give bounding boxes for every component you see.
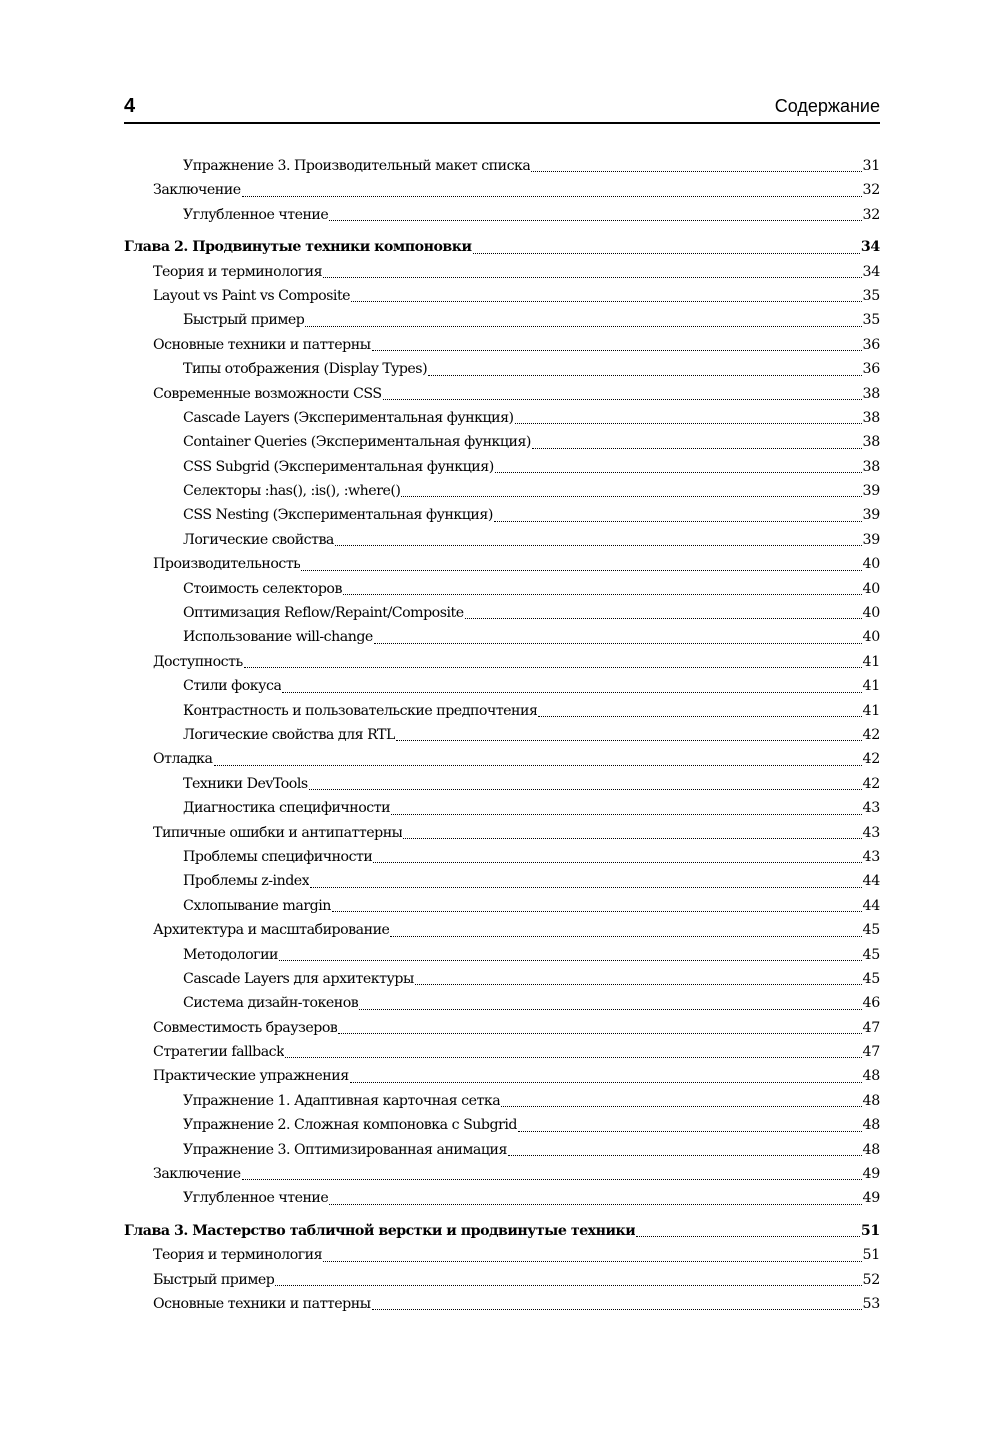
toc-dot-leader xyxy=(508,1154,862,1156)
toc-entry-title: Производительность xyxy=(153,556,301,573)
toc-entry-page-number: 44 xyxy=(862,897,880,914)
toc-dot-leader xyxy=(282,691,861,693)
toc-entry-title: Cascade Layers для архитектуры xyxy=(183,970,414,987)
toc-entry-title: Методологии xyxy=(183,946,278,963)
toc-entry-title: Упражнение 1. Адаптивная карточная сетка xyxy=(183,1092,501,1109)
toc-subsection-entry xyxy=(124,577,880,601)
toc-entry-title: Система дизайн-токенов xyxy=(183,995,359,1012)
toc-entry-page-number: 39 xyxy=(862,531,880,548)
toc-entry-page-number: 36 xyxy=(862,336,880,353)
toc-section-entry xyxy=(124,1040,880,1064)
toc-entry-title: Диагностика специфичности xyxy=(183,800,391,817)
toc-entry-title: Схлопывание margin xyxy=(183,897,331,914)
toc-entry-title: Оптимизация Reflow/Repaint/Composite xyxy=(183,605,464,622)
toc-entry-page-number: 32 xyxy=(862,206,880,223)
toc-entry-title: Логические свойства xyxy=(183,531,334,548)
toc-subsection-entry xyxy=(124,357,880,381)
toc-entry-page-number: 48 xyxy=(862,1068,880,1085)
toc-dot-leader xyxy=(329,1203,861,1205)
toc-entry-page-number: 38 xyxy=(862,385,880,402)
toc-dot-leader xyxy=(401,495,861,497)
toc-entry-title: Глава 2. Продвинутые техники компоновки xyxy=(124,239,472,256)
toc-subsection-entry xyxy=(124,845,880,869)
toc-dot-leader xyxy=(329,219,861,221)
toc-entry-title: Углубленное чтение xyxy=(183,1190,329,1207)
toc-entry-title: Стоимость селекторов xyxy=(183,580,342,597)
toc-subsection-entry xyxy=(124,869,880,893)
toc-entry-title: CSS Subgrid (Экспериментальная функция) xyxy=(183,458,494,475)
toc-dot-leader xyxy=(390,935,861,937)
toc-subsection-entry xyxy=(124,154,880,178)
toc-section-entry xyxy=(124,1292,880,1316)
toc-entry-page-number: 52 xyxy=(862,1271,880,1288)
toc-entry-title: Заключение xyxy=(153,182,241,199)
toc-entry-title: Архитектура и масштабирование xyxy=(153,922,390,939)
page-number: 4 xyxy=(124,95,136,117)
toc-dot-leader xyxy=(473,252,860,254)
toc-dot-leader xyxy=(495,471,862,473)
toc-dot-leader xyxy=(494,520,862,522)
toc-subsection-entry xyxy=(124,528,880,552)
toc-entry-title: Основные техники и паттерны xyxy=(153,1295,371,1312)
toc-entry-page-number: 39 xyxy=(862,507,880,524)
toc-entry-page-number: 51 xyxy=(860,1222,880,1239)
toc-entry-title: Контрастность и пользовательские предпочтения xyxy=(183,702,538,719)
toc-entry-title: Современные возможности CSS xyxy=(153,385,382,402)
toc-entry-title: Углубленное чтение xyxy=(183,206,329,223)
toc-entry-title: Техники DevTools xyxy=(183,775,308,792)
toc-subsection-entry xyxy=(124,308,880,332)
toc-entry-page-number: 49 xyxy=(862,1190,880,1207)
toc-section-entry xyxy=(124,1243,880,1267)
toc-entry-page-number: 40 xyxy=(862,605,880,622)
toc-dot-leader xyxy=(391,813,862,815)
toc-dot-leader xyxy=(323,1260,861,1262)
toc-dot-leader xyxy=(383,398,862,400)
toc-subsection-entry xyxy=(124,674,880,698)
toc-entry-title: Логические свойства для RTL xyxy=(183,726,395,743)
toc-subsection-entry xyxy=(124,1186,880,1210)
toc-dot-leader xyxy=(323,276,861,278)
toc-subsection-entry xyxy=(124,1089,880,1113)
toc-entry-title: Основные техники и паттерны xyxy=(153,336,371,353)
running-head: Содержание xyxy=(774,96,880,116)
toc-dot-leader xyxy=(359,1008,861,1010)
toc-entry-title: Заключение xyxy=(153,1166,241,1183)
toc-dot-leader xyxy=(275,1284,861,1286)
toc-subsection-entry xyxy=(124,479,880,503)
toc-entry-title: Стратегии fallback xyxy=(153,1044,285,1061)
toc-entry-page-number: 42 xyxy=(862,775,880,792)
toc-subsection-entry xyxy=(124,406,880,430)
toc-subsection-entry xyxy=(124,430,880,454)
toc-dot-leader xyxy=(374,642,862,644)
toc-entry-page-number: 31 xyxy=(862,158,880,174)
toc-dot-leader xyxy=(403,837,861,839)
toc-section-entry xyxy=(124,260,880,284)
toc-entry-page-number: 36 xyxy=(862,361,880,378)
toc-entry-title: Быстрый пример xyxy=(153,1271,275,1288)
toc-entry-title: Глава 3. Мастерство табличной верстки и продвинутые техники xyxy=(124,1222,636,1239)
toc-entry-title: Практические упражнения xyxy=(153,1068,349,1085)
toc-dot-leader xyxy=(428,374,861,376)
toc-dot-leader xyxy=(501,1105,861,1107)
toc-subsection-entry xyxy=(124,625,880,649)
toc-section-entry xyxy=(124,1016,880,1040)
toc-section-entry xyxy=(124,1162,880,1186)
toc-entry-page-number: 40 xyxy=(862,556,880,573)
toc-entry-page-number: 42 xyxy=(862,751,880,768)
toc-subsection-entry xyxy=(124,991,880,1015)
toc-subsection-entry xyxy=(124,1138,880,1162)
toc-entry-title: Упражнение 2. Сложная компоновка с Subgrid xyxy=(183,1117,517,1134)
toc-dot-leader xyxy=(305,325,861,327)
toc-entry-page-number: 43 xyxy=(862,800,880,817)
toc-entry-title: CSS Nesting (Экспериментальная функция) xyxy=(183,507,493,524)
toc-subsection-entry xyxy=(124,455,880,479)
toc-entry-page-number: 38 xyxy=(862,434,880,451)
toc-dot-leader xyxy=(214,764,862,766)
toc-section-entry xyxy=(124,650,880,674)
toc-dot-leader xyxy=(301,569,861,571)
toc-entry-title: Использование will-change xyxy=(183,629,373,646)
toc-section-entry xyxy=(124,178,880,202)
toc-dot-leader xyxy=(338,1032,861,1034)
toc-subsection-entry xyxy=(124,943,880,967)
toc-entry-page-number: 38 xyxy=(862,458,880,475)
toc-entry-title: Стили фокуса xyxy=(183,678,282,695)
toc-entry-title: Теория и терминология xyxy=(153,263,323,280)
toc-subsection-entry xyxy=(124,723,880,747)
toc-entry-page-number: 43 xyxy=(862,848,880,865)
toc-entry-title: Быстрый пример xyxy=(183,312,305,329)
toc-entry-page-number: 45 xyxy=(862,922,880,939)
table-of-contents xyxy=(124,154,880,1316)
toc-entry-title: Типы отображения (Display Types) xyxy=(183,361,428,378)
toc-entry-title: Проблемы специфичности xyxy=(183,848,373,865)
toc-dot-leader xyxy=(351,300,862,302)
toc-section-entry xyxy=(124,1268,880,1292)
toc-dot-leader xyxy=(244,666,862,668)
toc-section-entry xyxy=(124,918,880,942)
toc-entry-title: Упражнение 3. Оптимизированная анимация xyxy=(183,1141,507,1158)
toc-entry-page-number: 45 xyxy=(862,970,880,987)
toc-entry-page-number: 35 xyxy=(862,312,880,329)
toc-subsection-entry xyxy=(124,203,880,227)
toc-entry-title: Совместимость браузеров xyxy=(153,1019,338,1036)
toc-entry-page-number: 48 xyxy=(862,1092,880,1109)
toc-dot-leader xyxy=(332,910,862,912)
toc-entry-page-number: 35 xyxy=(862,287,880,304)
page-header xyxy=(124,94,880,124)
toc-entry-title: Селекторы :has(), :is(), :where() xyxy=(183,483,401,500)
toc-entry-title: Теория и терминология xyxy=(153,1247,323,1264)
toc-dot-leader xyxy=(285,1056,861,1058)
toc-entry-title: Отладка xyxy=(153,751,213,768)
toc-entry-page-number: 51 xyxy=(862,1247,880,1264)
toc-entry-page-number: 38 xyxy=(862,409,880,426)
toc-entry-title: Container Queries (Экспериментальная функция) xyxy=(183,434,531,451)
toc-entry-title: Упражнение 3. Производительный макет списка xyxy=(183,158,531,174)
toc-dot-leader xyxy=(396,739,862,741)
toc-entry-title: Типичные ошибки и антипаттерны xyxy=(153,824,403,841)
toc-subsection-entry xyxy=(124,772,880,796)
toc-subsection-entry xyxy=(124,796,880,820)
toc-subsection-entry xyxy=(124,699,880,723)
toc-dot-leader xyxy=(465,617,862,619)
toc-entry-page-number: 34 xyxy=(860,239,880,256)
toc-entry-page-number: 47 xyxy=(862,1044,880,1061)
toc-dot-leader xyxy=(372,1308,862,1310)
toc-dot-leader xyxy=(350,1081,862,1083)
toc-section-entry xyxy=(124,284,880,308)
toc-dot-leader xyxy=(636,1235,860,1237)
toc-subsection-entry xyxy=(124,503,880,527)
toc-entry-page-number: 48 xyxy=(862,1141,880,1158)
toc-dot-leader xyxy=(309,788,862,790)
toc-dot-leader xyxy=(343,593,862,595)
toc-chapter-entry xyxy=(124,235,880,259)
toc-dot-leader xyxy=(373,861,861,863)
toc-dot-leader xyxy=(518,1130,862,1132)
toc-dot-leader xyxy=(372,349,862,351)
toc-dot-leader xyxy=(279,959,862,961)
toc-subsection-entry xyxy=(124,894,880,918)
toc-chapter-entry xyxy=(124,1219,880,1243)
toc-entry-title: Layout vs Paint vs Composite xyxy=(153,287,351,304)
toc-subsection-entry xyxy=(124,601,880,625)
toc-section-entry xyxy=(124,552,880,576)
toc-dot-leader xyxy=(538,715,861,717)
toc-entry-page-number: 44 xyxy=(862,873,880,890)
toc-entry-page-number: 34 xyxy=(862,263,880,280)
toc-entry-page-number: 49 xyxy=(862,1166,880,1183)
toc-dot-leader xyxy=(310,886,861,888)
toc-entry-page-number: 40 xyxy=(862,629,880,646)
toc-section-entry xyxy=(124,747,880,771)
toc-entry-page-number: 41 xyxy=(862,653,880,670)
toc-entry-title: Проблемы z-index xyxy=(183,873,310,890)
toc-entry-page-number: 40 xyxy=(862,580,880,597)
toc-entry-page-number: 46 xyxy=(862,995,880,1012)
toc-entry-page-number: 39 xyxy=(862,483,880,500)
toc-entry-page-number: 48 xyxy=(862,1117,880,1134)
toc-subsection-entry xyxy=(124,1113,880,1137)
toc-entry-page-number: 45 xyxy=(862,946,880,963)
toc-entry-page-number: 43 xyxy=(862,824,880,841)
toc-dot-leader xyxy=(242,1178,862,1180)
toc-entry-page-number: 41 xyxy=(862,678,880,695)
toc-subsection-entry xyxy=(124,967,880,991)
toc-entry-page-number: 53 xyxy=(862,1295,880,1312)
toc-dot-leader xyxy=(335,544,862,546)
toc-dot-leader xyxy=(515,422,862,424)
toc-dot-leader xyxy=(532,447,862,449)
toc-entry-page-number: 32 xyxy=(862,182,880,199)
toc-dot-leader xyxy=(415,983,862,985)
toc-entry-page-number: 47 xyxy=(862,1019,880,1036)
toc-entry-page-number: 41 xyxy=(862,702,880,719)
toc-entry-title: Cascade Layers (Экспериментальная функция) xyxy=(183,409,514,426)
toc-section-entry xyxy=(124,382,880,406)
toc-dot-leader xyxy=(531,170,861,172)
toc-section-entry xyxy=(124,1064,880,1088)
toc-section-entry xyxy=(124,821,880,845)
toc-section-entry xyxy=(124,333,880,357)
toc-entry-title: Доступность xyxy=(153,653,243,670)
toc-entry-page-number: 42 xyxy=(862,726,880,743)
toc-dot-leader xyxy=(242,195,862,197)
